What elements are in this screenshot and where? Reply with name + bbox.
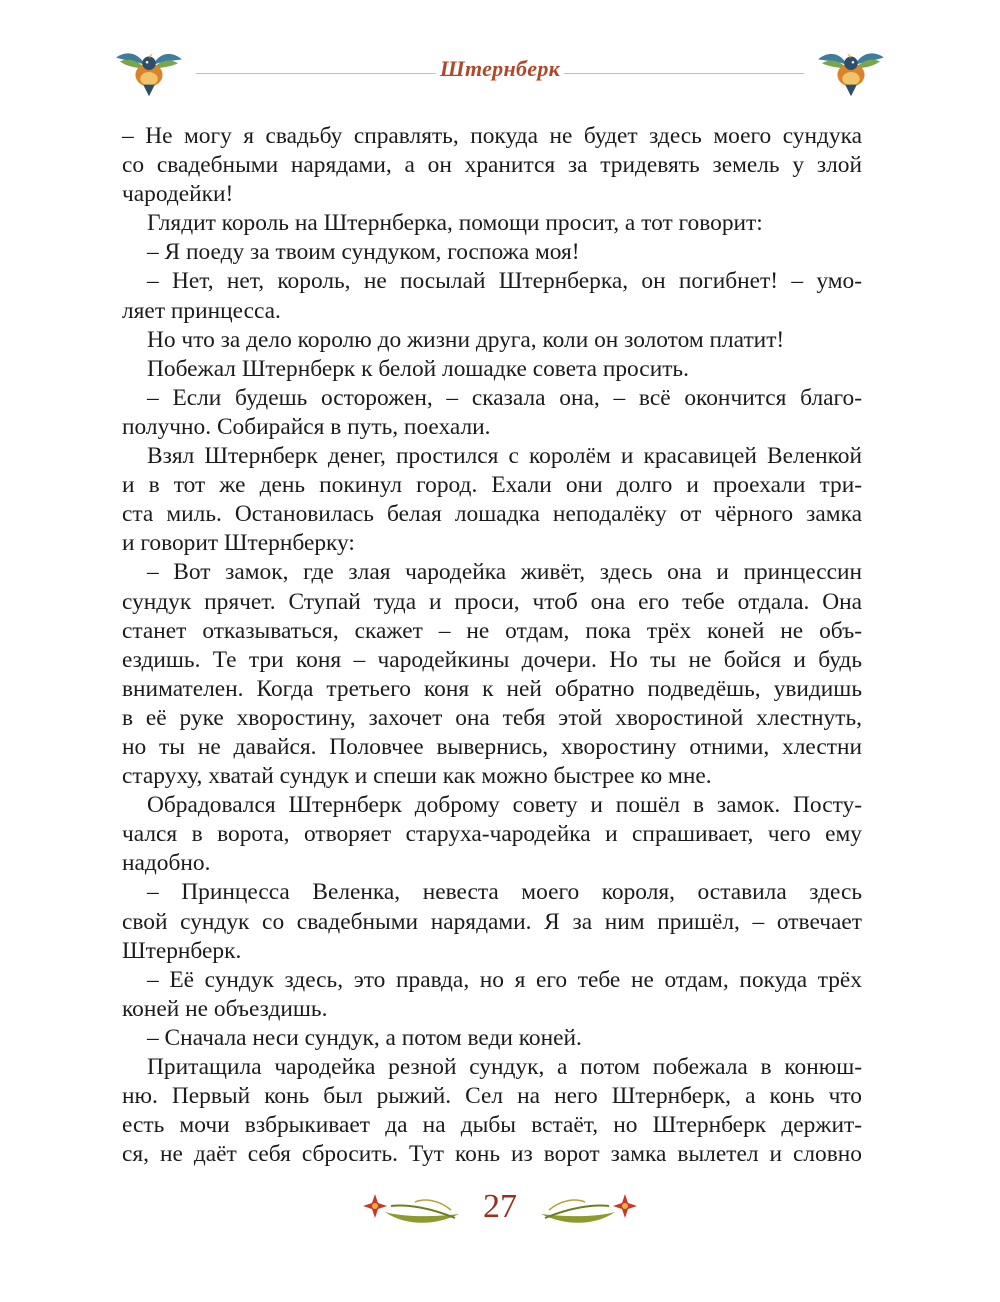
text-line: Побежал Штернберк к белой лошадке совета просить.: [147, 355, 689, 382]
bird-icon: [812, 40, 890, 102]
text-line: – Её сундук здесь, это правда, но я его тебе не отдам, покуда трёх: [147, 966, 862, 993]
text-line: чародейки!: [122, 181, 234, 208]
page-number: 27: [483, 1188, 517, 1225]
text-line: станет отказываться, скажет – не отдам, пока трёх коней не объ-: [122, 617, 862, 644]
text-line: ню. Первый конь был рыжий. Сел на него Штернберк, а конь что: [122, 1083, 862, 1110]
text-line: со свадебными нарядами, а он хранится за тридевять земель у злой: [122, 152, 862, 179]
text-line: ляет принцесса.: [122, 297, 281, 324]
text-line: чался в ворота, отворяет старуха-чародейка и спрашивает, чего ему: [122, 821, 862, 848]
text-line: ста миль. Остановилась белая лошадка неподалёку от чёрного замка: [122, 501, 862, 528]
text-line: внимателен. Когда третьего коня к ней обратно подведёшь, увидишь: [122, 675, 862, 702]
text-line: в её руке хворостину, захочет она тебя этой хворостиной хлестнуть,: [122, 704, 862, 731]
text-line: – Я поеду за твоим сундуком, госпожа моя!: [147, 239, 580, 266]
text-line: старуху, хватай сундук и спеши как можно быстрее ко мне.: [122, 763, 712, 790]
text-line: – Принцесса Веленка, невеста моего короля, оставила здесь: [147, 879, 862, 906]
text-line: и в тот же день покинул город. Ехали они долго и проехали три-: [122, 472, 862, 499]
text-line: сундук прячет. Ступай туда и проси, чтоб она его тебе отдала. Она: [122, 588, 862, 615]
text-line: ся, не даёт себя сбросить. Тут конь из ворот замка вылетел и словно: [122, 1141, 862, 1168]
floral-ornament-icon: [537, 1186, 645, 1232]
text-line: – Если будешь осторожен, – сказала она, – всё окончится благо-: [147, 384, 862, 411]
text-line: – Вот замок, где злая чародейка живёт, здесь она и принцессин: [147, 559, 862, 586]
running-title: Штернберк: [439, 56, 561, 81]
text-line: Но что за дело королю до жизни друга, коли он золотом платит!: [147, 326, 785, 353]
text-line: но ты не давайся. Половчее вывернись, хворостину отними, хлестни: [122, 733, 862, 760]
text-line: есть мочи взбрыкивает да на дыбы встаёт, но Штернберк держит-: [122, 1112, 862, 1139]
text-line: получно. Собирайся в путь, поехали.: [122, 413, 491, 440]
page-header: [110, 40, 890, 110]
text-line: и говорит Штернберку:: [122, 530, 355, 557]
text-line: Штернберк.: [122, 937, 242, 964]
text-line: – Не могу я свадьбу справлять, покуда не будет здесь моего сундука: [122, 123, 862, 149]
text-line: Взял Штернберк денег, простился с королём и красавицей Веленкой: [147, 443, 862, 470]
text-line: – Сначала неси сундук, а потом веди коней.: [147, 1024, 582, 1051]
text-line: Глядит король на Штернберка, помощи просит, а тот говорит:: [147, 210, 763, 237]
text-line: ездишь. Те три коня – чародейкины дочери. Но ты не бойся и будь: [122, 646, 862, 673]
text-line: свой сундук со свадебными нарядами. Я за ним пришёл, – отвечает: [122, 908, 862, 935]
story-text: [122, 122, 862, 1169]
text-line: – Нет, нет, король, не посылай Штернберка, он погибнет! – умо-: [147, 268, 862, 295]
text-line: надобно.: [122, 850, 211, 877]
page-footer: [355, 1180, 645, 1240]
text-line: Обрадовался Штернберк доброму совету и пошёл в замок. Посту-: [147, 792, 862, 819]
text-line: коней не объездишь.: [122, 995, 328, 1022]
header-rule-right: [564, 73, 804, 74]
text-line: Притащила чародейка резной сундук, а потом побежала в конюш-: [147, 1054, 862, 1080]
